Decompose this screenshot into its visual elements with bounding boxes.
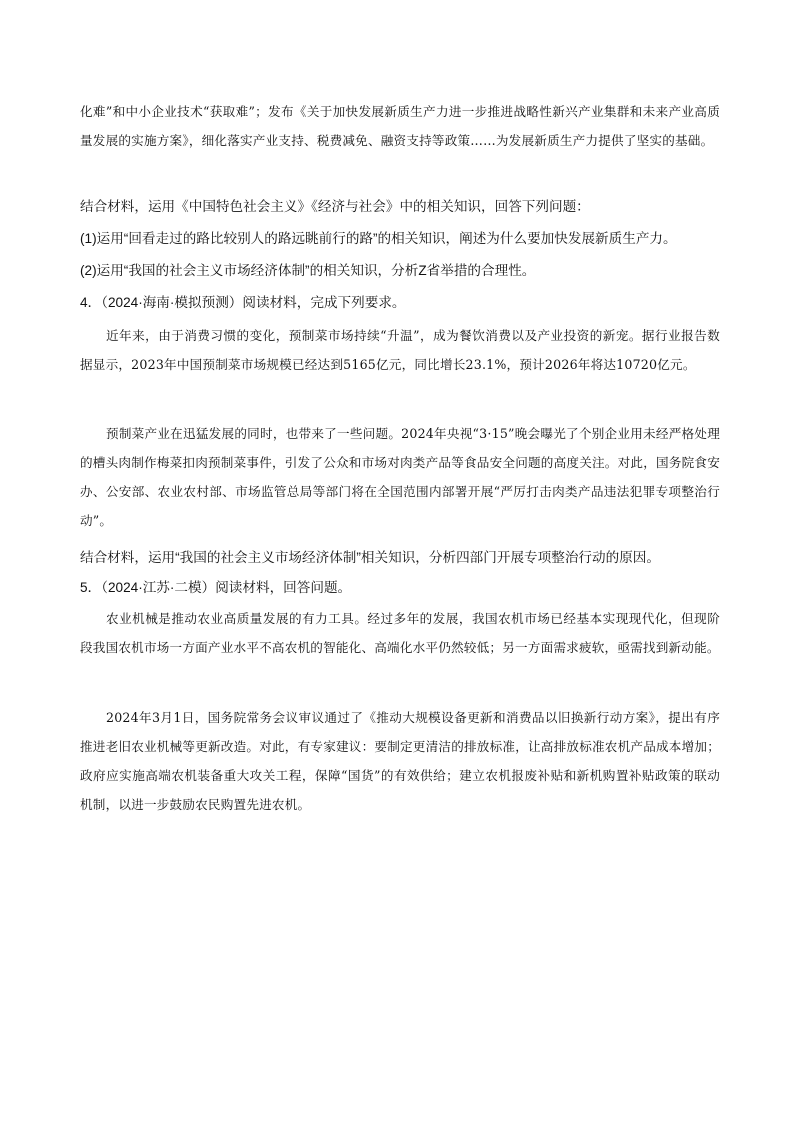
question-1: (1)运用“回看走过的路比较别人的路远眺前行的路”的相关知识，阐述为什么要加快发展新质生产力。: [80, 231, 677, 246]
material-continuation-paragraph: 化难”和中小企业技术“获取难”；发布《关于加快发展新质生产力进一步推进战略性新兴产业集群和未来产业高质量发展的实施方案》，细化落实产业支持、税费减免、融资支持等政策……为发展新质生产力提供了坚实的基础。: [80, 104, 720, 148]
question-5-header: 5．（2024·江苏·二模）阅读材料，回答问题。: [80, 580, 352, 595]
question-4-prompt: 结合材料，运用“我国的社会主义市场经济体制”相关知识，分析四部门开展专项整治行动的原因。: [80, 550, 660, 565]
question-4-header: 4．（2024·海南·模拟预测）阅读材料，完成下列要求。: [80, 295, 406, 310]
question-5-material-paragraph-1: 农业机械是推动农业高质量发展的有力工具。经过多年的发展，我国农机市场已经基本实现现代化，但现阶段我国农机市场一方面产业水平不高农机的智能化、高端化水平仍然较低；另一方面需求疲软，亟需找到新动能。: [80, 611, 720, 655]
instruction-line: 结合材料，运用《中国特色社会主义》《经济与社会》中的相关知识，回答下列问题：: [80, 199, 590, 214]
question-5-material-paragraph-2: 2024年3月1日，国务院常务会议审议通过了《推动大规模设备更新和消费品以旧换新行动方案》，提出有序推进老旧农业机械等更新改造。对此，有专家建议：要制定更清洁的排放标准，让高排放标准农机产品成本增加；政府应实施高端农机装备重大攻关工程，保障“国货”的有效供给；建立农机报废补贴和新机购置补贴政策的联动机制，以进一步鼓励农民购置先进农机。: [80, 710, 720, 812]
question-4-material-paragraph-1: 近年来，由于消费习惯的变化，预制菜市场持续“升温”，成为餐饮消费以及产业投资的新宠。据行业报告数据显示，2023年中国预制菜市场规模已经达到5165亿元，同比增长23.1%，预计2026年将达10720亿元。: [80, 328, 720, 372]
question-2: (2)运用“我国的社会主义市场经济体制”的相关知识，分析Z省举措的合理性。: [80, 263, 536, 278]
question-4-material-paragraph-2: 预制菜产业在迅猛发展的同时，也带来了一些问题。2024年央视“3·15”晚会曝光了个别企业用未经严格处理的槽头肉制作梅菜扣肉预制菜事件，引发了公众和市场对肉类产品等食品安全问题的高度关注。对此，国务院食安办、公安部、农业农村部、市场监管总局等部门将在全国范围内部署开展“严厉打击肉类产品违法犯罪专项整治行动”。: [80, 426, 720, 528]
